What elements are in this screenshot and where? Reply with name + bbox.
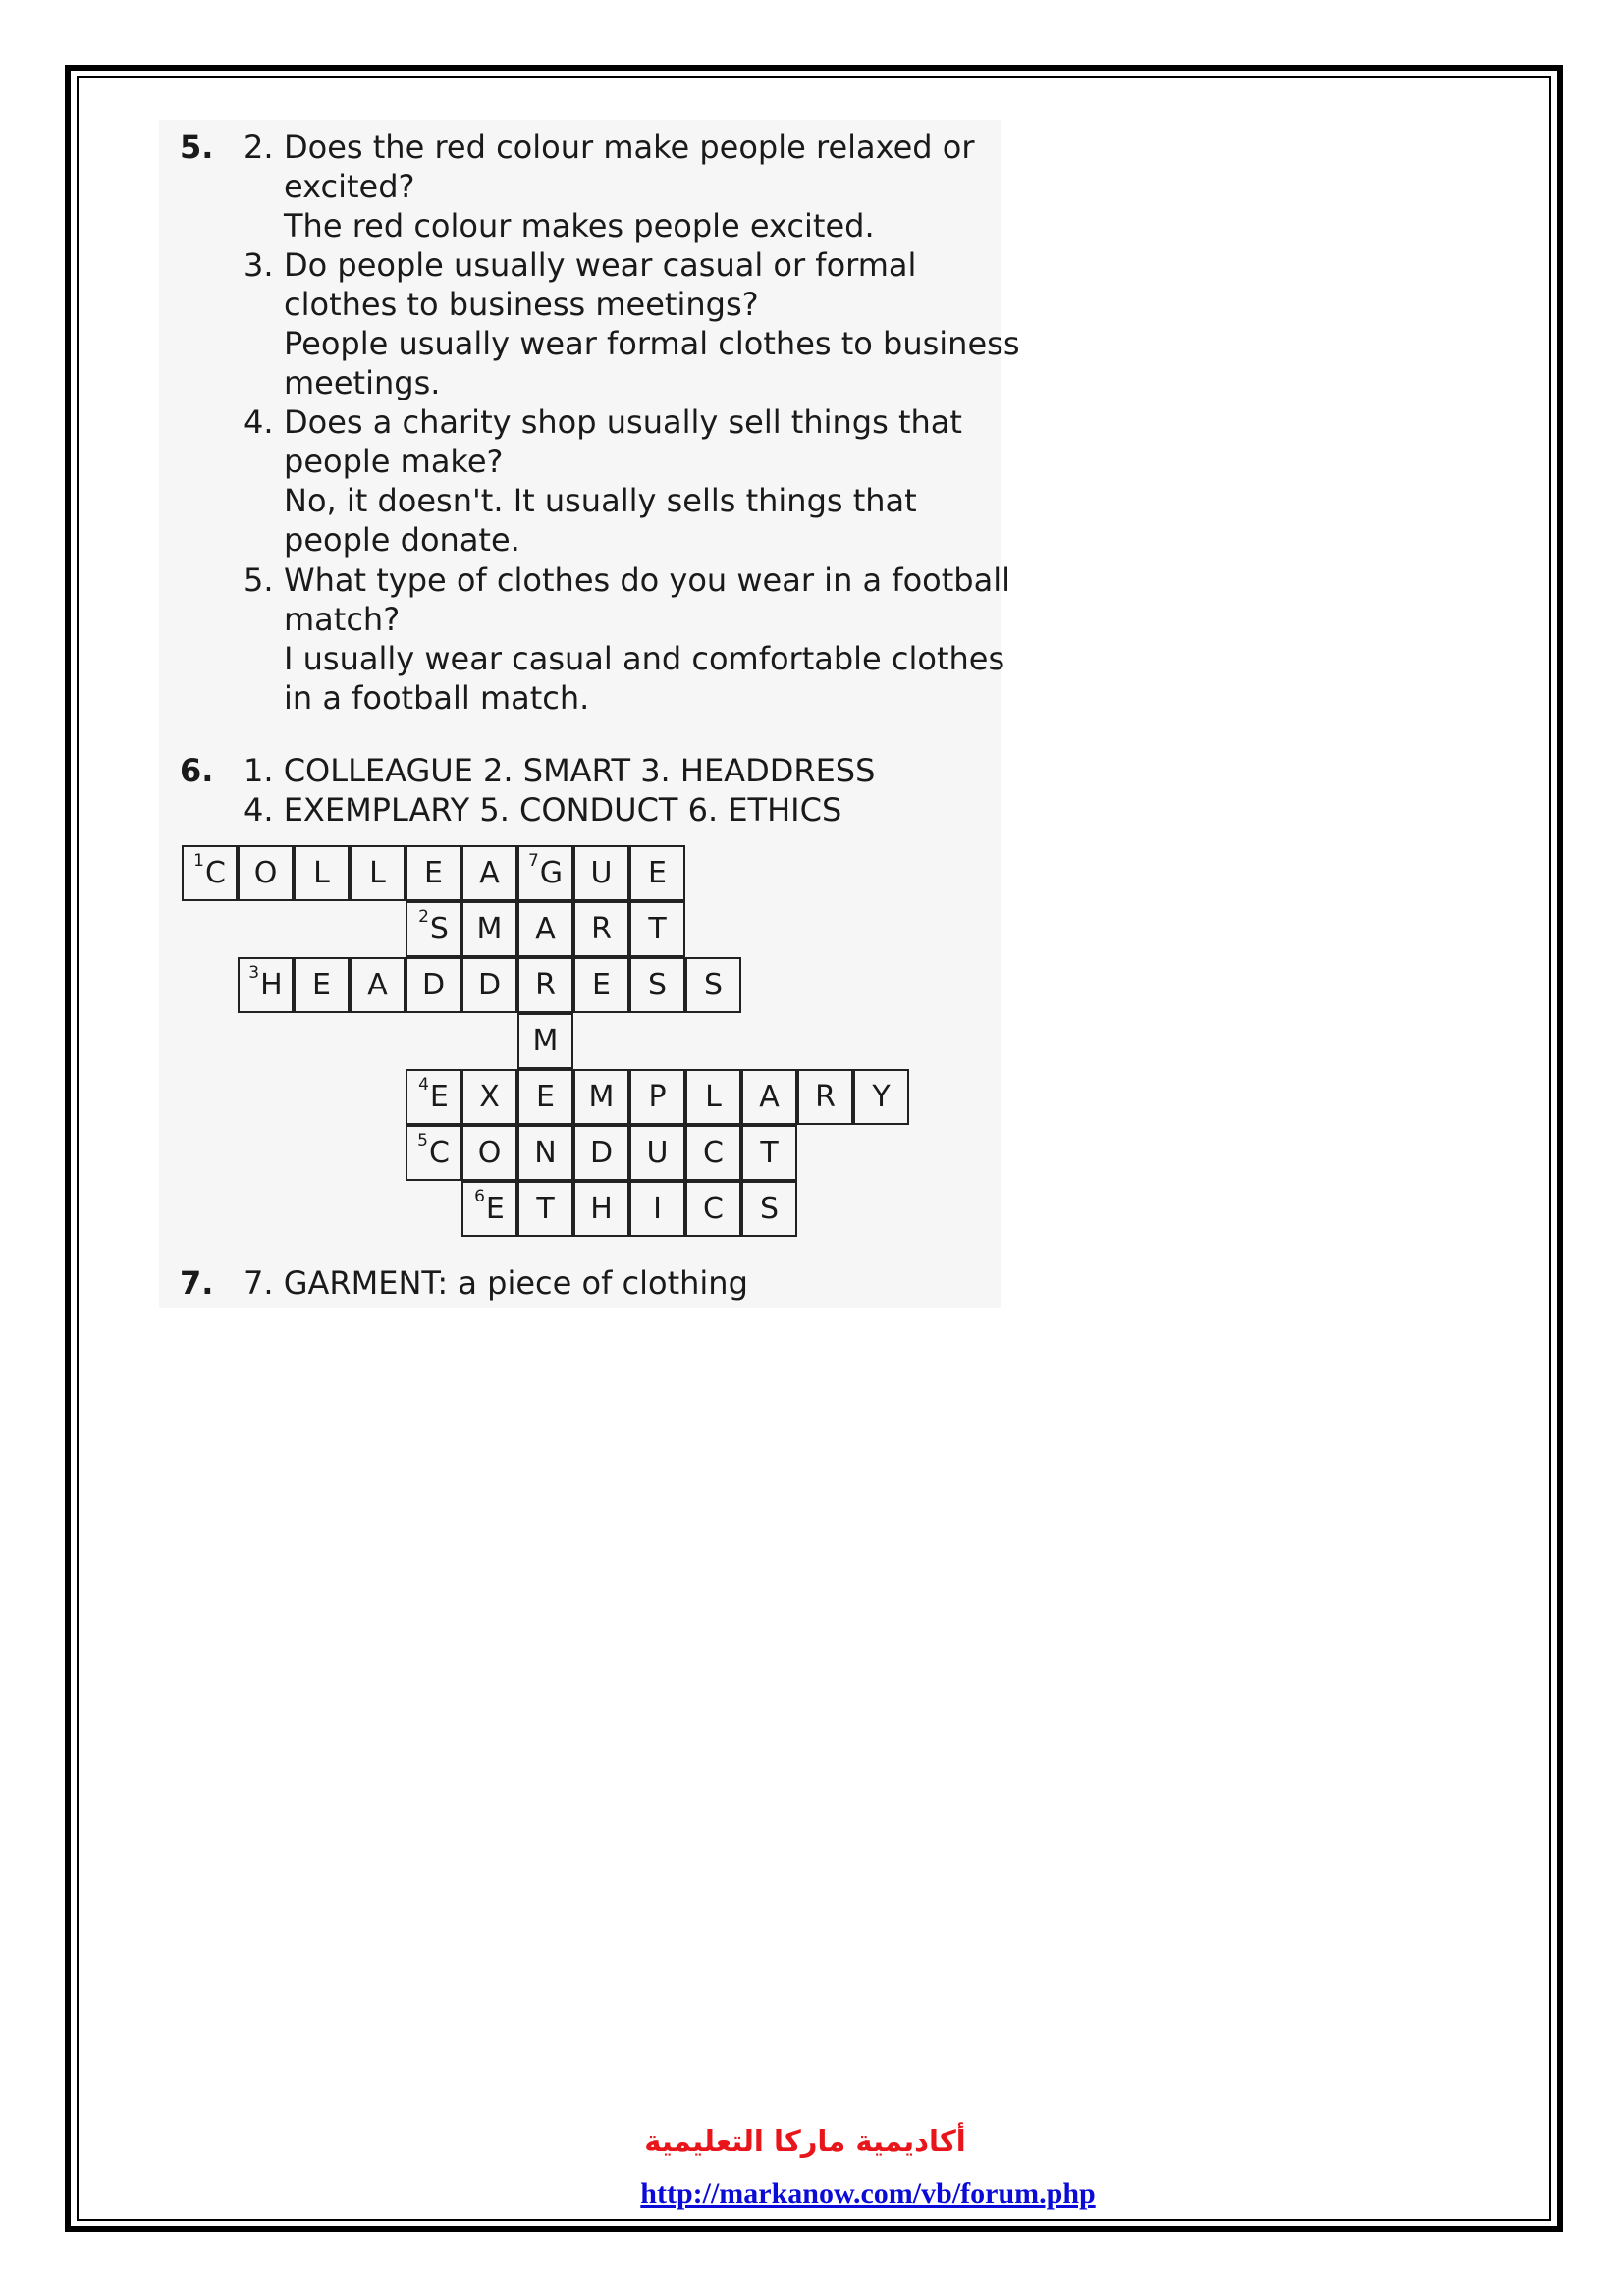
- clue-number: 7: [527, 851, 539, 871]
- crossword-cell: [573, 1181, 629, 1237]
- crossword-cell: [294, 845, 350, 901]
- answer-list: 1. COLLEAGUE 2. SMART 3. HEADDRESS: [244, 752, 876, 789]
- crossword-letter: M: [532, 1024, 559, 1058]
- crossword-letter: T: [536, 1192, 555, 1226]
- crossword-letter: I: [653, 1192, 662, 1226]
- crossword-letter: A: [479, 856, 500, 890]
- crossword-letter: L: [369, 856, 386, 890]
- crossword-cell: [573, 845, 629, 901]
- crossword-letter: C: [428, 1136, 450, 1170]
- crossword-letter: D: [589, 1136, 614, 1170]
- crossword-cell: [461, 1181, 517, 1237]
- crossword-letter: S: [759, 1192, 780, 1226]
- crossword-cell: [629, 1069, 685, 1125]
- crossword-letter: E: [429, 1080, 449, 1114]
- question-number: 5.: [244, 561, 274, 599]
- crossword-cell: [517, 901, 573, 957]
- crossword-cell: [685, 1125, 741, 1181]
- answer-list: 4. EXEMPLARY 5. CONDUCT 6. ETHICS: [244, 791, 842, 828]
- crossword-letter: L: [313, 856, 330, 890]
- crossword-letter: A: [535, 912, 556, 946]
- crossword-letter: A: [367, 968, 388, 1002]
- crossword-cell: [573, 1069, 629, 1125]
- crossword-cell: [741, 1125, 797, 1181]
- forum-link[interactable]: http://markanow.com/vb/forum.php: [640, 2177, 1096, 2210]
- crossword-cell: [461, 901, 517, 957]
- crossword-letter: U: [646, 1136, 669, 1170]
- crossword-letter: N: [534, 1136, 557, 1170]
- answer-text: meetings.: [284, 364, 441, 401]
- crossword-cell: [294, 957, 350, 1013]
- question-text: Do people usually wear casual or formal: [284, 246, 917, 284]
- clue-number: 1: [193, 851, 204, 871]
- answer-text: The red colour makes people excited.: [284, 207, 875, 244]
- question-number: 3.: [244, 246, 274, 284]
- crossword-cell: [797, 1069, 853, 1125]
- answer-text: No, it doesn't. It usually sells things that: [284, 482, 917, 519]
- crossword-letter: L: [705, 1080, 722, 1114]
- crossword-letter: D: [421, 968, 446, 1002]
- clue-number: 5: [417, 1131, 428, 1150]
- answer-text: in a football match.: [284, 679, 590, 717]
- question-text: Does the red colour make people relaxed or: [284, 129, 975, 166]
- crossword-cell: [853, 1069, 909, 1125]
- question-text: Does a charity shop usually sell things that: [284, 403, 962, 441]
- crossword-letter: R: [815, 1080, 836, 1114]
- answer-text: People usually wear formal clothes to business: [284, 325, 1020, 362]
- crossword-cell: [629, 901, 685, 957]
- crossword-cell: [461, 957, 517, 1013]
- crossword-cell: [741, 1181, 797, 1237]
- crossword-letter: C: [703, 1192, 724, 1226]
- crossword-letter: E: [424, 856, 443, 890]
- answer-text: I usually wear casual and comfortable clothes: [284, 640, 1005, 677]
- crossword-cell: [629, 1125, 685, 1181]
- crossword-letter: E: [485, 1192, 505, 1226]
- question-text: match?: [284, 601, 401, 638]
- crossword-letter: D: [477, 968, 502, 1002]
- exercise-number: 6.: [180, 752, 214, 789]
- crossword-letter: T: [648, 912, 667, 946]
- crossword-cell: [406, 901, 461, 957]
- crossword-cell: [461, 1069, 517, 1125]
- crossword-letter: S: [703, 968, 724, 1002]
- crossword-letter: X: [479, 1080, 500, 1114]
- crossword-cell: [350, 845, 406, 901]
- crossword-letter: T: [760, 1136, 779, 1170]
- crossword-letter: A: [759, 1080, 780, 1114]
- academy-name: أكاديمية ماركا التعليمية: [644, 2124, 966, 2158]
- crossword-cell: [573, 1125, 629, 1181]
- crossword-cell: [741, 1069, 797, 1125]
- crossword-cell: [461, 845, 517, 901]
- crossword-letter: Y: [872, 1080, 891, 1114]
- crossword-cell: [629, 957, 685, 1013]
- crossword-cell: [182, 845, 238, 901]
- crossword-cell: [517, 1069, 573, 1125]
- exercise-number: 7.: [180, 1264, 214, 1302]
- crossword-letter: G: [539, 856, 564, 890]
- crossword-letter: O: [253, 856, 278, 890]
- question-text: clothes to business meetings?: [284, 286, 759, 323]
- crossword-cell: [406, 1069, 461, 1125]
- crossword-letter: O: [477, 1136, 502, 1170]
- question-text: excited?: [284, 168, 415, 205]
- crossword-cell: [573, 957, 629, 1013]
- question-number: 2.: [244, 129, 274, 166]
- crossword-cell: [517, 1125, 573, 1181]
- crossword-letter: M: [476, 912, 503, 946]
- crossword-cell: [517, 845, 573, 901]
- crossword-letter: R: [535, 968, 556, 1002]
- crossword-letter: E: [648, 856, 667, 890]
- clue-number: 6: [474, 1187, 485, 1206]
- clue-number: 3: [248, 963, 260, 983]
- crossword-letter: H: [260, 968, 283, 1002]
- crossword-cell: [350, 957, 406, 1013]
- crossword-letter: E: [592, 968, 611, 1002]
- definition-text: 7. GARMENT: a piece of clothing: [244, 1264, 748, 1302]
- crossword-cell: [517, 1013, 573, 1069]
- crossword-letter: H: [590, 1192, 613, 1226]
- question-number: 4.: [244, 403, 274, 441]
- question-text: What type of clothes do you wear in a football: [284, 561, 1010, 599]
- crossword-cell: [629, 1181, 685, 1237]
- crossword-cell: [573, 901, 629, 957]
- crossword-letter: S: [429, 912, 449, 946]
- crossword-cell: [406, 1125, 461, 1181]
- crossword-cell: [629, 845, 685, 901]
- crossword-cell: [685, 1181, 741, 1237]
- crossword-letter: C: [204, 856, 226, 890]
- crossword-letter: M: [588, 1080, 615, 1114]
- crossword-letter: P: [648, 1080, 667, 1114]
- crossword-cell: [406, 845, 461, 901]
- question-text: people make?: [284, 443, 504, 480]
- crossword-cell: [461, 1125, 517, 1181]
- crossword-cell: [517, 1181, 573, 1237]
- crossword-letter: E: [312, 968, 331, 1002]
- clue-number: 4: [418, 1075, 429, 1095]
- crossword-letter: E: [536, 1080, 555, 1114]
- answer-text: people donate.: [284, 521, 520, 559]
- clue-number: 2: [418, 907, 429, 927]
- crossword-cell: [685, 957, 741, 1013]
- crossword-cell: [238, 957, 294, 1013]
- crossword-cell: [406, 957, 461, 1013]
- crossword-letter: R: [591, 912, 612, 946]
- crossword-letter: C: [703, 1136, 724, 1170]
- crossword-cell: [517, 957, 573, 1013]
- crossword-letter: S: [647, 968, 668, 1002]
- crossword-letter: U: [590, 856, 613, 890]
- crossword-cell: [238, 845, 294, 901]
- crossword-cell: [685, 1069, 741, 1125]
- exercise-number: 5.: [180, 129, 214, 166]
